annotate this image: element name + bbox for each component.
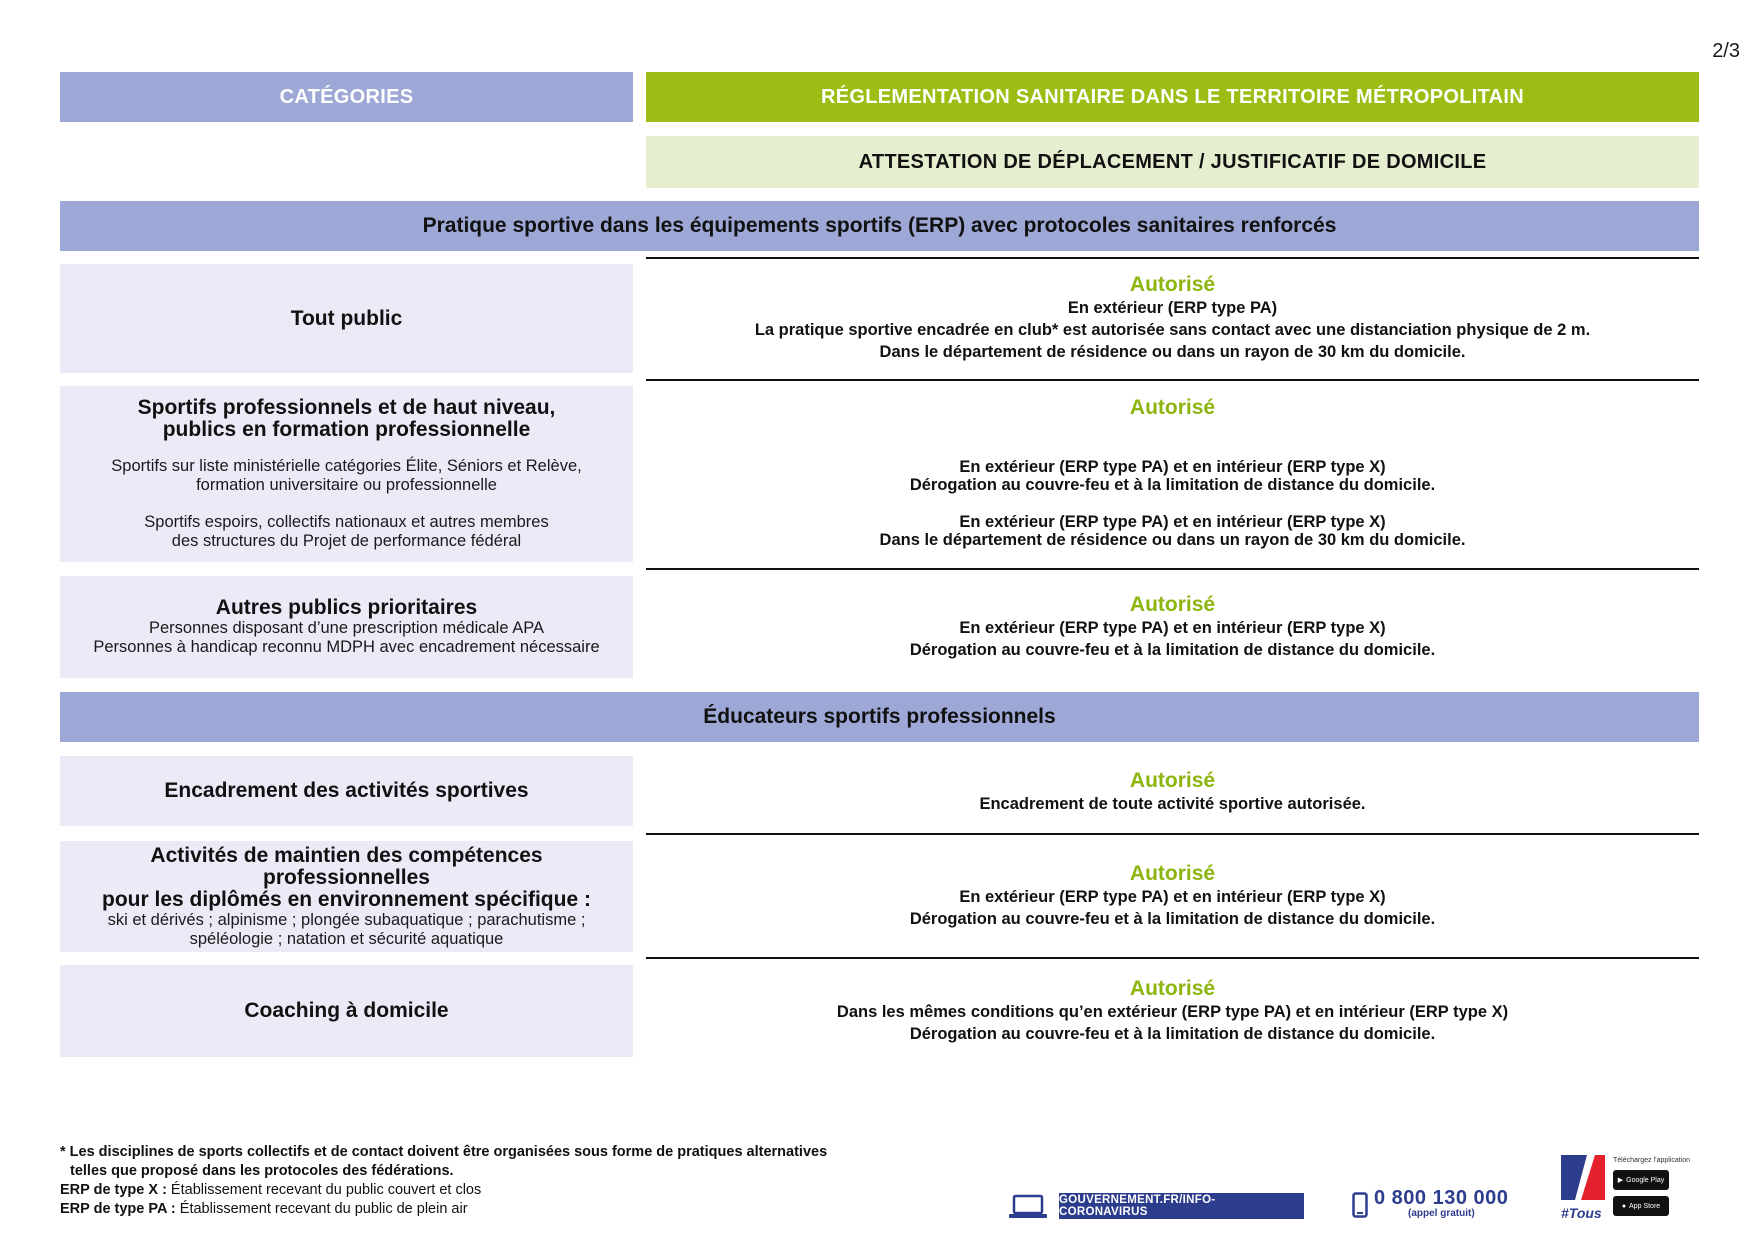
category-title: Autres publics prioritaires (215, 596, 478, 619)
page-number: 2/3 (1712, 40, 1740, 62)
row-divider (646, 379, 1699, 381)
regulation-line: Dans le département de résidence ou dans un rayon de 30 km du domicile. (879, 531, 1466, 549)
google-play-button[interactable] (1613, 1170, 1669, 1190)
app-caption: Téléchargez l’application (1613, 1157, 1691, 1164)
footnote-erp-x (60, 1181, 827, 1200)
regulation-cell (646, 766, 1699, 818)
gov-info-link[interactable]: GOUVERNEMENT.FR/INFO-CORONAVIRUS (1059, 1193, 1304, 1219)
category-title: Encadrement des activités sportives (164, 779, 529, 802)
tous-label: #Tous (1561, 1205, 1602, 1221)
phone-number: 0 800 130 000 (1374, 1187, 1509, 1209)
category-subtitle: formation universitaire ou professionnelle (196, 476, 497, 494)
status-autorise: Autorisé (1129, 769, 1216, 792)
row-divider (646, 833, 1699, 835)
category-subtitle: Sportifs sur liste ministérielle catégories Élite, Séniors et Relève, (111, 457, 582, 475)
reglementation-header: RÉGLEMENTATION SANITAIRE DANS LE TERRITOIRE MÉTROPOLITAIN (646, 72, 1699, 122)
section-band-educateurs: Éducateurs sportifs professionnels (60, 692, 1699, 742)
footnotes (60, 1143, 827, 1219)
category-title: pour les diplômés en environnement spécifique : (102, 887, 591, 911)
regulation-line: Dérogation au couvre-feu et à la limitation de distance du domicile. (909, 476, 1436, 494)
status-autorise: Autorisé (1129, 862, 1216, 885)
phone-icon (1352, 1192, 1368, 1218)
regulation-cell (646, 590, 1699, 664)
status-autorise: Autorisé (1129, 593, 1216, 616)
category-title: Sportifs professionnels et de haut niveau, (137, 396, 556, 419)
footnote-erp-x-label: ERP de type X : (60, 1182, 167, 1198)
play-icon: ▶ (1617, 1177, 1624, 1184)
attestation-header: ATTESTATION DE DÉPLACEMENT / JUSTIFICATIF DE DOMICILE (646, 136, 1699, 188)
footnote-star-line: * Les disciplines de sports collectifs et de contact doivent être organisées sous forme de pratiques alternatives (60, 1144, 828, 1160)
regulation-line: En extérieur (ERP type PA) (1067, 299, 1278, 317)
regulation-line: En extérieur (ERP type PA) et en intérieur (ERP type X) (959, 458, 1386, 476)
row-divider (646, 568, 1699, 570)
category-title: Tout public (290, 306, 403, 330)
app-store-label: App Store (1629, 1202, 1661, 1210)
footnote-erp-x-text: Établissement recevant du public couvert et clos (166, 1182, 482, 1198)
category-subtitle: spéléologie ; natation et sécurité aquatique (189, 929, 504, 948)
category-subtitle: des structures du Projet de performance fédéral (171, 532, 522, 550)
category-title: Coaching à domicile (244, 999, 449, 1022)
regulation-line: Dérogation au couvre-feu et à la limitation de distance du domicile. (909, 641, 1436, 659)
categories-header: CATÉGORIES (60, 72, 633, 122)
row-divider (646, 957, 1699, 959)
status-autorise: Autorisé (1129, 977, 1216, 1000)
status-autorise: Autorisé (1129, 273, 1216, 296)
category-subtitle: ski et dérivés ; alpinisme ; plongée subaquatique ; parachutisme ; (107, 910, 586, 929)
regulation-line: Dérogation au couvre-feu et à la limitation de distance du domicile. (909, 1025, 1436, 1043)
status-autorise: Autorisé (1129, 396, 1216, 419)
footnote-erp-pa (60, 1200, 827, 1219)
category-cell (60, 756, 633, 826)
app-store-button[interactable] (1613, 1196, 1669, 1216)
laptop-icon (1008, 1194, 1048, 1220)
regulation-line: En extérieur (ERP type PA) et en intérieur (ERP type X) (959, 513, 1386, 531)
regulation-line: En extérieur (ERP type PA) et en intérieur (ERP type X) (959, 888, 1386, 906)
regulation-cell (646, 270, 1699, 366)
google-play-label: Google Play (1626, 1176, 1665, 1184)
category-title: publics en formation professionnelle (162, 418, 531, 441)
regulation-cell (646, 860, 1699, 932)
regulation-line: Dans le département de résidence ou dans un rayon de 30 km du domicile. (879, 343, 1466, 361)
category-cell (60, 386, 633, 562)
regulation-cell (646, 396, 1699, 556)
regulation-cell (646, 975, 1699, 1047)
footnote-erp-pa-text: Établissement recevant du public de plein air (175, 1201, 468, 1217)
regulation-line: Encadrement de toute activité sportive autorisée. (979, 795, 1366, 813)
footnote-star-line: telles que proposé dans les protocoles des fédérations. (70, 1163, 454, 1179)
category-cell (60, 841, 633, 952)
footnote-erp-pa-label: ERP de type PA : (60, 1201, 176, 1217)
category-subtitle: Sportifs espoirs, collectifs nationaux et autres membres (144, 513, 549, 531)
section-band-erp: Pratique sportive dans les équipements sportifs (ERP) avec protocoles sanitaires renforcés (60, 201, 1699, 251)
category-subtitle: Personnes à handicap reconnu MDPH avec encadrement nécessaire (93, 638, 600, 656)
category-cell (60, 576, 633, 678)
regulation-line: Dérogation au couvre-feu et à la limitation de distance du domicile. (909, 910, 1436, 928)
regulation-line: La pratique sportive encadrée en club* est autorisée sans contact avec une distanciation physique de 2 m. (754, 321, 1591, 339)
category-subtitle: Personnes disposant d’une prescription médicale APA (148, 619, 544, 637)
phone-note: (appel gratuit) (1408, 1208, 1475, 1219)
apple-icon: ● (1621, 1202, 1627, 1210)
category-title: Activités de maintien des compétences professionnelles (150, 843, 543, 889)
regulation-line: Dans les mêmes conditions qu’en extérieur (ERP type PA) et en intérieur (ERP type X) (836, 1003, 1509, 1021)
category-cell (60, 264, 633, 373)
category-cell (60, 965, 633, 1057)
row-divider (646, 257, 1699, 259)
regulation-line: En extérieur (ERP type PA) et en intérieur (ERP type X) (959, 619, 1386, 637)
